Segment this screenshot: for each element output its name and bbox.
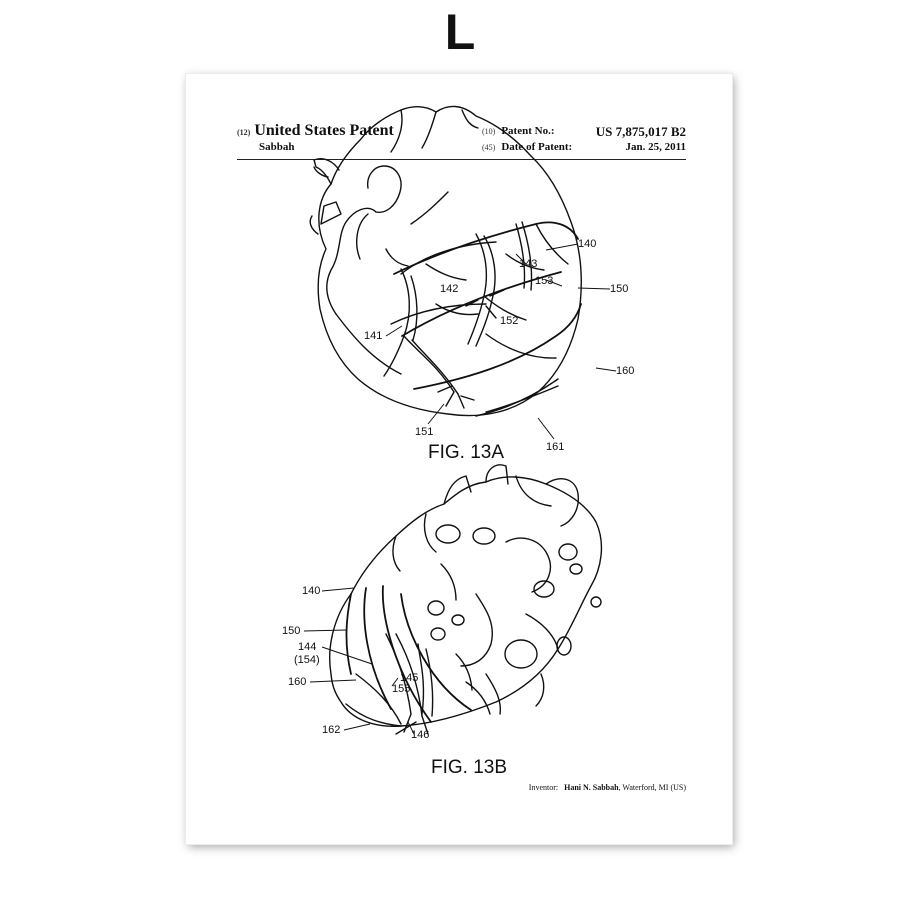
ref-label: 160 [616, 365, 635, 377]
ref-label: 143 [519, 258, 538, 270]
size-letter: L [444, 4, 476, 60]
fig-13a-caption: FIG. 13A [428, 442, 505, 463]
ref-label: 161 [546, 441, 565, 453]
ref-label: 146 [411, 729, 430, 741]
ref-label: 142 [440, 283, 459, 295]
ref-label: 162 [322, 724, 341, 736]
date-num: (45) [482, 143, 496, 152]
fig-13b-caption: FIG. 13B [431, 757, 508, 778]
patent-print [186, 74, 732, 844]
ref-label: 140 [302, 585, 321, 597]
footer-name: Hani N. Sabbah [564, 783, 619, 792]
patent-no-value: US 7,875,017 B2 [595, 124, 686, 139]
footer-label: Inventor: [528, 783, 559, 792]
inventor-short: Sabbah [259, 141, 295, 153]
date-text: Date of Patent: [501, 141, 573, 153]
patent-no-num: (10) [482, 127, 496, 136]
ref-label: 160 [288, 676, 307, 688]
ref-label: 140 [578, 238, 597, 250]
ref-label: 151 [415, 426, 434, 438]
ref-label: 152 [500, 315, 519, 327]
patent-no-text: Patent No.: [501, 125, 555, 137]
ref-label: 145 [400, 672, 419, 684]
title-text: United States Patent [254, 122, 394, 139]
fig-13b-leaders [186, 74, 732, 844]
ref-label: (154) [294, 654, 320, 666]
ref-label: 153 [535, 275, 554, 287]
inventor-footer [529, 783, 686, 792]
date-value: Jan. 25, 2011 [625, 141, 686, 153]
ref-label: 141 [364, 330, 383, 342]
footer-location: , Waterford, MI (US) [618, 783, 686, 792]
ref-label: 144 [298, 641, 317, 653]
ref-label: 150 [610, 283, 629, 295]
title-num: (12) [237, 128, 251, 137]
ref-label: 155 [392, 683, 411, 695]
ref-label: 150 [282, 625, 301, 637]
